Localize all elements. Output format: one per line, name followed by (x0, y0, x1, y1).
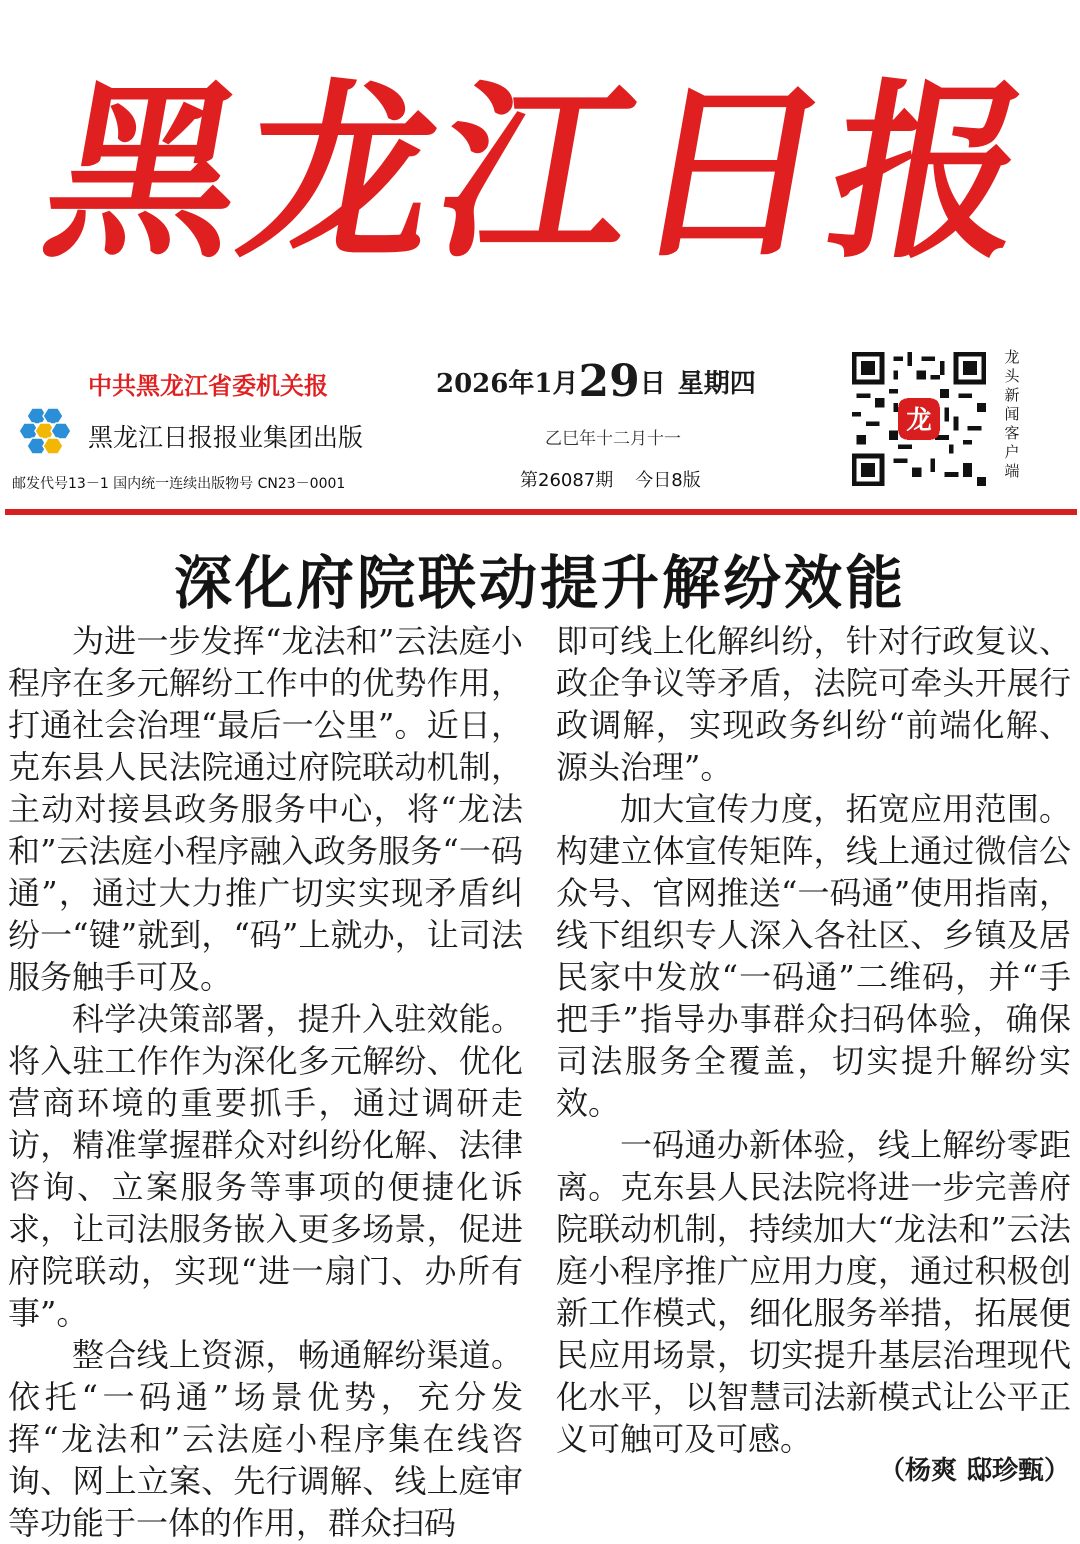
article-column-left (8, 620, 523, 1544)
article-byline: （杨爽 邸珍甄） (878, 1456, 1070, 1486)
publisher-logo (14, 402, 76, 460)
paragraph: 为进一步发挥“龙法和”云法庭小程序在多元解纷工作中的优势作用，打通社会治理“最后一公里”。近日，克东县人民法院通过府院联动机制，主动对接县政务服务中心，将“龙法和”云法庭小程序融入政务服务“一码通”，通过大力推广切实实现矛盾纠纷一“键”就到，“码”上就办，让司法服务触手可及。 (8, 622, 523, 996)
postal-code-line: 邮发代号13－1 国内统一连续出版物号 CN23－0001 (12, 476, 346, 492)
paragraph: 科学决策部署，提升入驻效能。将入驻工作作为深化多元解纷、优化营商环境的重要抓手，通过调研走访，精准掌握群众对纠纷化解、法律咨询、立案服务等事项的便捷化诉求，让司法服务嵌入更多场景，促进府院联动，实现“进一扇门、办所有事”。 (8, 1000, 523, 1332)
date-month: 1 (534, 369, 553, 399)
header-divider (5, 509, 1077, 515)
date-day-unit: 日 (639, 369, 666, 399)
date-year-unit: 年 (508, 369, 535, 399)
newspaper-title: 黑龙江日报 (30, 60, 1050, 284)
pages-today: 今日8版 (635, 470, 701, 491)
article-headline: 深化府院联动提升解纷效能 (173, 549, 906, 617)
party-organ-line: 中共黑龙江省委机关报 (88, 372, 328, 400)
date-year: 2026 (436, 369, 509, 399)
date-month-unit: 月 (552, 369, 579, 399)
paragraph: 一码通办新体验，线上解纷零距离。克东县人民法院将进一步完善府院联动机制，持续加大“龙法和”云法庭小程序推广应用力度，通过积极创新工作模式，细化服务举措，拓展便民应用场景，切实提升基层治理现代化水平，以智慧司法新模式让公平正义可触可及可感。 (556, 1126, 1071, 1458)
qr-code-icon[interactable] (852, 352, 986, 486)
masthead (0, 0, 1080, 345)
paragraph-continued: 即可线上化解纠纷，针对行政复议、政企争议等矛盾，法院可牵头开展行政调解，实现政务纠纷“前端化解、源头治理”。 (556, 622, 1071, 786)
svg-text:龙: 龙 (906, 404, 932, 435)
issue-number: 第26087期 (520, 470, 614, 491)
article-column-right (556, 620, 1071, 1460)
date-weekday: 星期四 (677, 369, 756, 399)
issue-info (520, 466, 701, 492)
publication-date (436, 356, 826, 407)
lunar-date: 乙巳年十二月十一 (545, 429, 681, 449)
date-day: 29 (578, 356, 640, 407)
qr-code-label: 龙头新闻客户端 (1004, 348, 1020, 480)
publisher-name: 黑龙江日报报业集团出版 (88, 423, 364, 452)
paragraph: 整合线上资源，畅通解纷渠道。依托“一码通”场景优势，充分发挥“龙法和”云法庭小程序集在线咨询、网上立案、先行调解、线上庭审等功能于一体的作用，群众扫码 (8, 1336, 523, 1542)
paragraph: 加大宣传力度，拓宽应用范围。构建立体宣传矩阵，线上通过微信公众号、官网推送“一码通”使用指南，线下组织专人深入各社区、乡镇及居民家中发放“一码通”二维码，并“手把手”指导办事群众扫码体验，确保司法服务全覆盖，切实提升解纷实效。 (556, 790, 1071, 1122)
